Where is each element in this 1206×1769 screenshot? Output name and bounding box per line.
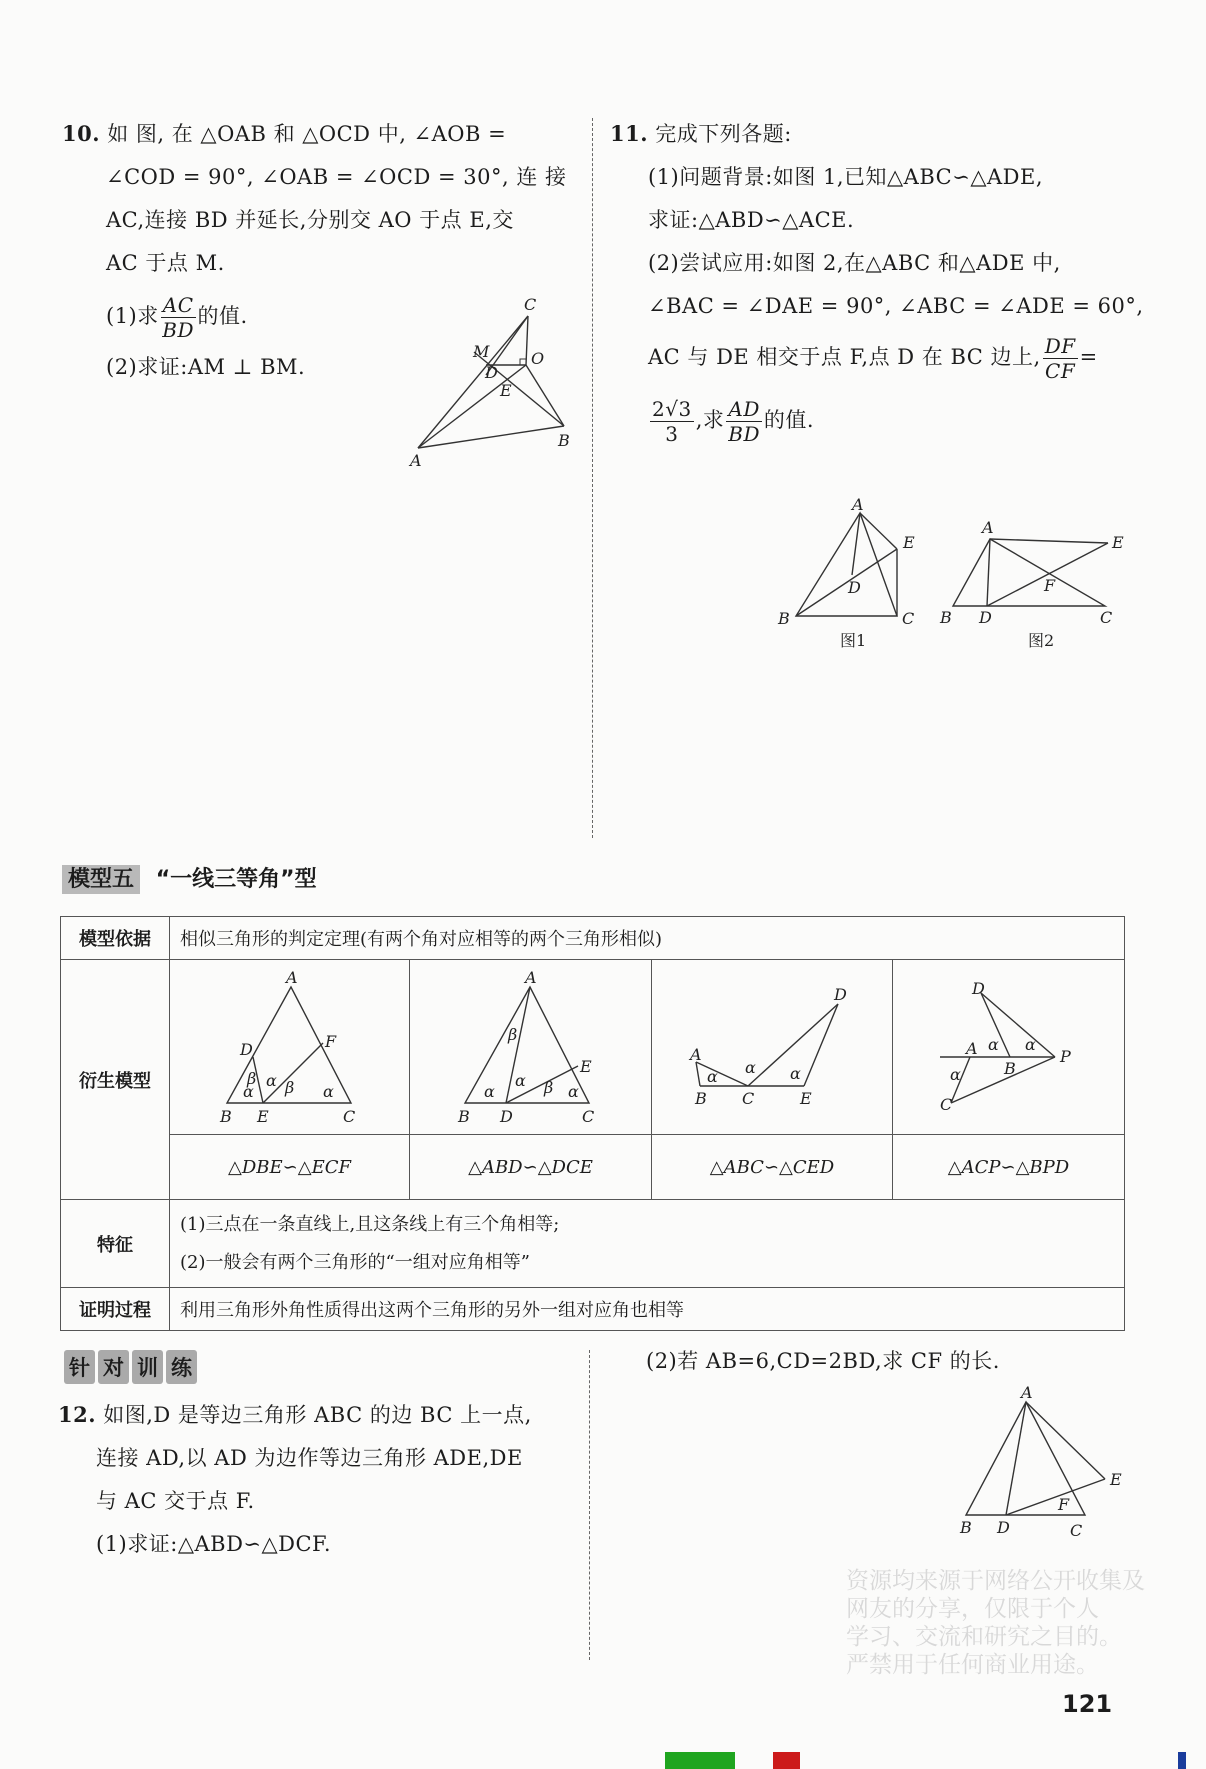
angle-label: α bbox=[515, 1071, 526, 1090]
figure-caption: △ABD∽△DCE bbox=[410, 1135, 652, 1200]
point-label: E bbox=[1112, 533, 1124, 552]
point-label: D bbox=[972, 979, 985, 998]
point-label: E bbox=[903, 533, 915, 552]
figure-caption: △ABC∽△CED bbox=[652, 1135, 893, 1200]
q10-line: ∠COD = 90°, ∠OAB = ∠OCD = 30°, 连 接 bbox=[106, 165, 567, 189]
point-label: C bbox=[742, 1089, 755, 1108]
q10-line: 如 图, 在 △OAB 和 △OCD 中, ∠AOB = bbox=[107, 122, 507, 146]
q11-mid: ,求 bbox=[695, 408, 725, 432]
angle-label: α bbox=[790, 1064, 801, 1083]
angle-label: α bbox=[266, 1071, 277, 1090]
angle-label: α bbox=[988, 1035, 999, 1054]
point-label: B bbox=[695, 1089, 707, 1108]
q11-line5-text: AC 与 DE 相交于点 F,点 D 在 BC 边上, bbox=[648, 345, 1041, 369]
point-label: E bbox=[257, 1107, 269, 1126]
point-label: P bbox=[1060, 1047, 1071, 1066]
point-label: C bbox=[343, 1107, 356, 1126]
numerator: 2√3 bbox=[652, 397, 692, 421]
angle-label: β bbox=[508, 1025, 518, 1044]
point-label: E bbox=[500, 381, 512, 400]
point-label: D bbox=[834, 985, 847, 1004]
model-figure-1 bbox=[219, 968, 355, 1126]
q11-figure-1 bbox=[777, 495, 915, 650]
q12-figure bbox=[959, 1383, 1122, 1540]
q11-figure-2 bbox=[939, 518, 1124, 650]
denominator: 3 bbox=[665, 422, 679, 446]
denominator: CF bbox=[1045, 359, 1076, 383]
angle-label: β bbox=[285, 1078, 295, 1097]
figure-caption: 图1 bbox=[840, 631, 867, 650]
q11-line: 求证:△ABD∽△ACE. bbox=[648, 208, 855, 232]
point-label: A bbox=[286, 968, 298, 987]
point-label: F bbox=[1058, 1495, 1070, 1514]
point-label: A bbox=[966, 1039, 978, 1058]
point-label: B bbox=[960, 1518, 972, 1537]
watermark-line: 严禁用于任何商业用途。 bbox=[846, 1652, 1099, 1678]
point-label: B bbox=[940, 608, 952, 627]
watermark-line: 资源均来源于网络公开收集及 bbox=[846, 1568, 1145, 1594]
point-label: A bbox=[1021, 1383, 1033, 1402]
model-figure-4 bbox=[940, 979, 1071, 1114]
q11-suffix: 的值. bbox=[763, 408, 815, 432]
point-label: C bbox=[582, 1107, 595, 1126]
angle-label: α bbox=[707, 1067, 718, 1086]
point-label: C bbox=[524, 295, 537, 314]
point-label: A bbox=[982, 518, 994, 537]
section-title: “一线三等角”型 bbox=[155, 867, 317, 892]
denominator: BD bbox=[728, 422, 760, 446]
point-label: B bbox=[778, 609, 790, 628]
angle-label: α bbox=[1025, 1035, 1036, 1054]
question-number: 10. bbox=[62, 121, 101, 146]
point-label: C bbox=[1100, 608, 1113, 627]
point-label: F bbox=[1044, 576, 1056, 595]
point-label: A bbox=[690, 1045, 702, 1064]
q12-part2: (2)若 AB=6,CD=2BD,求 CF 的长. bbox=[646, 1349, 1000, 1373]
part-prefix: (1)求 bbox=[106, 304, 159, 328]
q10-line: AC,连接 BD 并延长,分别交 AO 于点 E,交 bbox=[106, 208, 514, 232]
point-label: B bbox=[458, 1107, 470, 1126]
figure-caption: 图2 bbox=[1028, 631, 1055, 650]
row-label: 衍生模型 bbox=[61, 960, 170, 1200]
angle-label: α bbox=[484, 1082, 495, 1101]
angle-label: α bbox=[568, 1082, 579, 1101]
angle-label: α bbox=[243, 1082, 254, 1101]
row-label: 模型依据 bbox=[61, 917, 170, 960]
q11-title: 完成下列各题: bbox=[655, 122, 792, 146]
q11-line: (2)尝试应用:如图 2,在△ABC 和△ADE 中, bbox=[648, 251, 1061, 275]
part-suffix: 的值. bbox=[197, 304, 248, 328]
equals: = bbox=[1079, 345, 1098, 369]
point-label: A bbox=[410, 451, 422, 470]
row-label: 证明过程 bbox=[61, 1288, 170, 1331]
denominator: BD bbox=[162, 318, 194, 342]
point-label: C bbox=[902, 609, 915, 628]
q12-line: 连接 AD,以 AD 为边作等边三角形 ADE,DE bbox=[96, 1446, 523, 1470]
row-text: 相似三角形的判定定理(有两个角对应相等的两个三角形相似) bbox=[170, 917, 1125, 960]
model-figure-3 bbox=[688, 985, 847, 1108]
point-label: M bbox=[473, 342, 490, 361]
feature-item: (1)三点在一条直线上,且这条线上有三个角相等; bbox=[180, 1213, 560, 1235]
model-figure-2 bbox=[457, 968, 594, 1126]
q10-figure bbox=[408, 295, 570, 470]
q10-line: AC 于点 M. bbox=[106, 251, 225, 275]
point-label: D bbox=[979, 608, 992, 627]
training-char: 针 bbox=[64, 1350, 95, 1384]
watermark-line: 网友的分享，仅限于个人 bbox=[846, 1596, 1099, 1622]
q10-part2: (2)求证:AM ⊥ BM. bbox=[106, 355, 306, 379]
point-label: C bbox=[940, 1095, 953, 1114]
point-label: E bbox=[1110, 1470, 1122, 1489]
point-label: D bbox=[848, 578, 861, 597]
numerator: AD bbox=[728, 397, 760, 421]
section-tag: 模型五 bbox=[62, 865, 140, 894]
training-char: 训 bbox=[132, 1350, 163, 1384]
q11-line: (1)问题背景:如图 1,已知△ABC∽△ADE, bbox=[648, 165, 1043, 189]
figure-caption: △DBE∽△ECF bbox=[170, 1135, 410, 1200]
point-label: B bbox=[1004, 1059, 1016, 1078]
question-number: 11. bbox=[610, 121, 649, 146]
point-label: E bbox=[580, 1057, 592, 1076]
q11-line: ∠BAC = ∠DAE = 90°, ∠ABC = ∠ADE = 60°, bbox=[648, 294, 1144, 318]
point-label: B bbox=[220, 1107, 232, 1126]
training-char: 对 bbox=[98, 1350, 129, 1384]
numerator: DF bbox=[1044, 334, 1076, 358]
angle-label: α bbox=[950, 1065, 961, 1084]
page-number: 121 bbox=[1062, 1690, 1113, 1718]
angle-label: α bbox=[323, 1082, 334, 1101]
point-label: F bbox=[325, 1032, 337, 1051]
watermark-line: 学习、交流和研究之目的。 bbox=[846, 1624, 1122, 1650]
feature-item: (2)一般会有两个三角形的“一组对应角相等” bbox=[180, 1251, 530, 1273]
angle-label: β bbox=[544, 1078, 554, 1097]
q12-line: 与 AC 交于点 F. bbox=[96, 1489, 255, 1513]
point-label: D bbox=[997, 1518, 1010, 1537]
point-label: D bbox=[240, 1040, 253, 1059]
row-text: 利用三角形外角性质得出这两个三角形的另外一组对应角也相等 bbox=[170, 1288, 1125, 1331]
point-label: O bbox=[531, 349, 545, 368]
point-label: D bbox=[500, 1107, 513, 1126]
q12-line: 如图,D 是等边三角形 ABC 的边 BC 上一点, bbox=[103, 1403, 532, 1427]
q12-part1: (1)求证:△ABD∽△DCF. bbox=[96, 1532, 332, 1556]
training-char: 练 bbox=[166, 1350, 197, 1384]
point-label: A bbox=[525, 968, 537, 987]
point-label: B bbox=[558, 431, 570, 450]
point-label: A bbox=[852, 495, 864, 514]
point-label: C bbox=[1070, 1521, 1083, 1540]
angle-label: β bbox=[247, 1069, 257, 1088]
question-number: 12. bbox=[58, 1402, 97, 1427]
row-label: 特征 bbox=[61, 1200, 170, 1288]
numerator: AC bbox=[162, 293, 194, 317]
point-label: D bbox=[485, 363, 498, 382]
point-label: E bbox=[800, 1089, 812, 1108]
figure-caption: △ACP∽△BPD bbox=[893, 1135, 1125, 1200]
angle-label: α bbox=[745, 1058, 756, 1077]
